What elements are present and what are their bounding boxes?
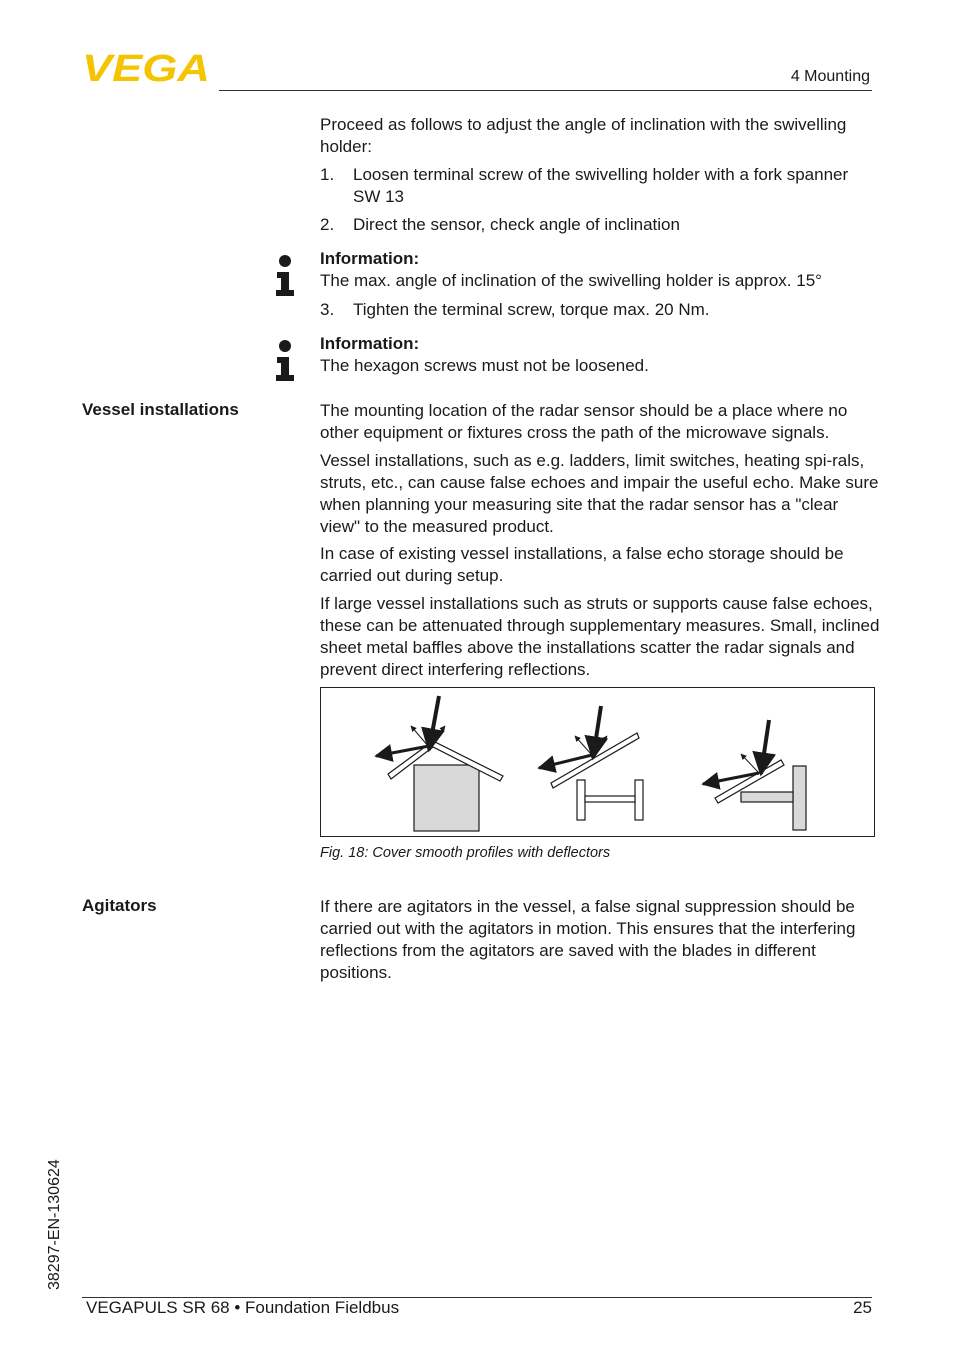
deflector-figure [320,687,875,837]
step-text: Direct the sensor, check angle of inclination [353,215,680,234]
side-heading-vessel: Vessel installations [82,400,239,419]
step-item [320,299,880,321]
step-number: 3. [320,300,335,319]
info-icon [274,254,296,296]
vessel-paragraph: The mounting location of the radar sensor should be a place where no other equipment or fixtures cross the path of the microwave signals. [320,401,848,442]
step-item [320,214,880,236]
vessel-paragraph: In case of existing vessel installations, a false echo storage should be carried out during setup. [320,544,844,585]
vessel-paragraph: If large vessel installations such as struts or supports cause false echoes, these can be attenuated through supplementary measures. Small, inclined sheet metal baffles above the installations scatter the radar signals and prevent direct interfering reflections. [320,594,880,679]
step-number: 1. [320,165,335,184]
agitators-paragraph: If there are agitators in the vessel, a false signal suppression should be carried out with the agitators in motion. This ensures that the interfering reflections from the agitators are saved with the blades in different positions. [320,897,856,982]
t-profile-with-deflector [703,720,806,830]
header-rule [219,90,872,91]
box-with-roof-deflector [376,696,503,831]
step-text: Tighten the terminal screw, torque max. 20 Nm. [353,300,710,319]
info-text: The hexagon screws must not be loosened. [320,356,649,375]
i-beam-with-deflector [539,706,643,820]
side-heading-agitators: Agitators [82,896,157,915]
document-id: 38297-EN-130624 [46,1159,63,1290]
footer-title: VEGAPULS SR 68 • Foundation Fieldbus [86,1298,400,1317]
page-number: 25 [853,1298,872,1317]
step-number: 2. [320,215,335,234]
info-text: The max. angle of inclination of the swivelling holder is approx. 15° [320,271,822,290]
step-item [320,164,880,208]
section-label: 4 Mounting [790,68,870,85]
info-title: Information: [320,334,420,353]
vega-logo [82,52,212,84]
vessel-paragraph: Vessel installations, such as e.g. ladders, limit switches, heating spi-rals, struts, etc., can cause false echoes and impair the useful echo. Make sure when planning your measuring site that the radar sensor has a "clear view" to the measured product. [320,451,879,536]
info-icon [274,339,296,381]
intro-paragraph: Proceed as follows to adjust the angle of inclination with the swivelling holder: [320,115,847,156]
step-text: Loosen terminal screw of the swivelling holder with a fork spanner SW 13 [353,165,849,206]
logo-text: VEGA [82,52,210,84]
info-title: Information: [320,249,420,268]
figure-caption: Fig. 18: Cover smooth profiles with deflectors [320,845,611,861]
